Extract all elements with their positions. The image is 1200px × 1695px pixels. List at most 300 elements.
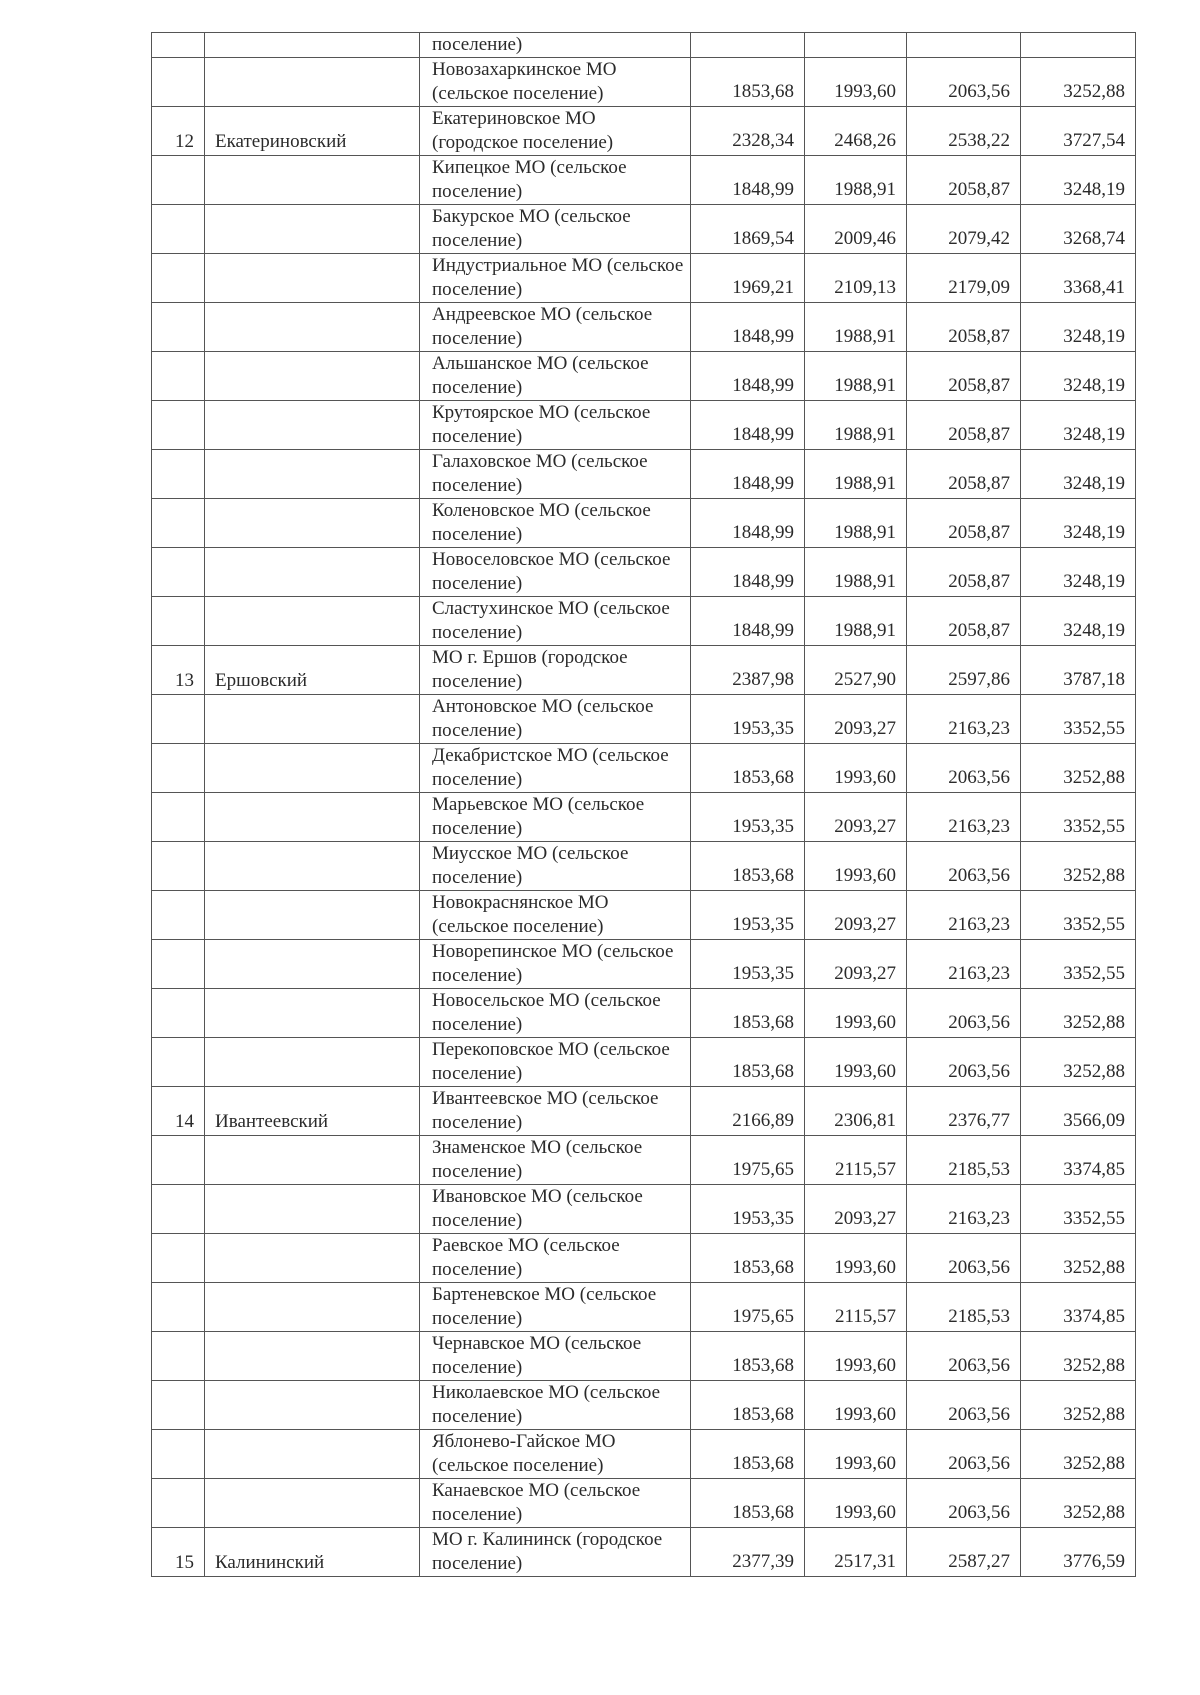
value-3-cell [907,1479,1021,1528]
municipality-text: Марьевское МО (сельское поселение) [432,794,645,839]
table-row [152,1430,1136,1479]
municipality-cell [420,597,691,646]
table-row [152,254,1136,303]
district-cell [205,499,420,548]
municipality-cell [420,303,691,352]
value-3-cell [907,254,1021,303]
value-3-text: 2063,56 [948,767,1010,788]
district-cell [205,1185,420,1234]
table-row [152,58,1136,107]
municipality-cell [420,989,691,1038]
value-4-text: 3248,19 [1063,620,1125,641]
table-row [152,548,1136,597]
value-3-cell [907,989,1021,1038]
value-1-text: 1853,68 [732,865,794,886]
row-number-text: 13 [175,670,194,691]
value-4-text: 3352,55 [1063,816,1125,837]
municipality-cell [420,1332,691,1381]
municipality-cell [420,352,691,401]
value-1-cell [691,597,805,646]
value-1-text: 1853,68 [732,1453,794,1474]
value-4-text: 3248,19 [1063,522,1125,543]
value-3-cell [907,58,1021,107]
value-4-text: 3248,19 [1063,179,1125,200]
municipality-cell [420,793,691,842]
value-1-text: 1975,65 [732,1159,794,1180]
municipality-cell [420,940,691,989]
municipality-text: Индустриальное МО (сельское поселение) [432,255,684,300]
table-row [152,205,1136,254]
municipality-text: Новорепинское МО (сельское поселение) [432,941,674,986]
table-row [152,1283,1136,1332]
value-4-text: 3368,41 [1063,277,1125,298]
table-row [152,1087,1136,1136]
value-1-cell [691,744,805,793]
value-4-cell [1021,1136,1136,1185]
value-2-cell [805,303,907,352]
value-1-cell [691,401,805,450]
value-1-text: 1853,68 [732,1404,794,1425]
municipality-cell [420,842,691,891]
value-4-cell [1021,1283,1136,1332]
value-3-cell [907,744,1021,793]
municipality-cell [420,156,691,205]
municipality-text: Чернавское МО (сельское поселение) [432,1333,642,1378]
value-1-cell [691,1381,805,1430]
district-cell [205,1087,420,1136]
municipality-cell [420,548,691,597]
row-number-cell [152,1234,205,1283]
value-3-text: 2063,56 [948,1453,1010,1474]
value-1-cell [691,793,805,842]
value-4-text: 3248,19 [1063,473,1125,494]
value-1-cell [691,156,805,205]
value-1-text: 1848,99 [732,179,794,200]
district-cell [205,695,420,744]
district-cell [205,205,420,254]
value-2-cell [805,597,907,646]
table-row [152,695,1136,744]
value-1-text: 1969,21 [732,277,794,298]
value-3-text: 2163,23 [948,963,1010,984]
district-cell [205,1283,420,1332]
value-2-cell [805,1430,907,1479]
value-3-text: 2063,56 [948,865,1010,886]
value-2-cell [805,1087,907,1136]
row-number-cell [152,156,205,205]
value-1-text: 2377,39 [732,1551,794,1572]
table-row [152,156,1136,205]
value-2-cell [805,1528,907,1577]
value-2-text: 2306,81 [834,1110,896,1131]
municipality-text: Бартеневское МО (сельское поселение) [432,1284,657,1329]
value-3-text: 2179,09 [948,277,1010,298]
value-3-cell [907,107,1021,156]
value-2-cell [805,1479,907,1528]
value-4-cell [1021,401,1136,450]
municipality-cell [420,1283,691,1332]
row-number-cell [152,793,205,842]
municipality-text: Николаевское МО (сельское поселение) [432,1382,661,1427]
municipality-cell [420,401,691,450]
municipality-text: поселение) [432,34,523,55]
value-4-cell [1021,695,1136,744]
value-3-cell [907,1381,1021,1430]
value-3-text: 2376,77 [948,1110,1010,1131]
value-1-cell [691,205,805,254]
value-4-cell [1021,646,1136,695]
value-3-text: 2058,87 [948,424,1010,445]
value-1-cell [691,1185,805,1234]
value-4-text: 3252,88 [1063,767,1125,788]
value-2-cell [805,254,907,303]
row-number-text: 14 [175,1111,194,1132]
value-4-text: 3252,88 [1063,1355,1125,1376]
row-number-cell [152,205,205,254]
value-1-cell [691,891,805,940]
value-3-cell [907,499,1021,548]
municipality-text: МО г. Ершов (городское поселение) [432,647,628,692]
value-2-cell [805,744,907,793]
row-number-cell [152,33,205,58]
row-number-cell [152,254,205,303]
district-cell [205,401,420,450]
value-1-cell [691,940,805,989]
value-2-cell [805,891,907,940]
row-number-cell [152,499,205,548]
value-4-text: 3252,88 [1063,1061,1125,1082]
municipality-text: Кипецкое МО (сельское поселение) [432,157,627,202]
municipality-text: Канаевское МО (сельское поселение) [432,1480,641,1525]
municipality-cell [420,1087,691,1136]
municipality-text: МО г. Калининск (городское поселение) [432,1529,663,1574]
row-number-cell [152,303,205,352]
table-row [152,842,1136,891]
municipality-text: Андреевское МО (сельское поселение) [432,304,653,349]
value-2-text: 1988,91 [834,326,896,347]
district-cell [205,1332,420,1381]
municipality-cell [420,891,691,940]
value-2-cell [805,1283,907,1332]
district-cell [205,58,420,107]
value-1-text: 1853,68 [732,1257,794,1278]
table-row [152,1479,1136,1528]
row-number-cell [152,1038,205,1087]
table-row [152,1381,1136,1430]
value-1-text: 1953,35 [732,1208,794,1229]
municipality-cell [420,695,691,744]
municipality-cell [420,107,691,156]
municipality-text: Бакурское МО (сельское поселение) [432,206,631,251]
value-1-cell [691,842,805,891]
district-cell [205,940,420,989]
value-4-text: 3252,88 [1063,1257,1125,1278]
value-2-cell [805,499,907,548]
municipality-text: Перекоповское МО (сельское поселение) [432,1039,670,1084]
value-2-text: 1993,60 [834,767,896,788]
municipality-cell [420,1038,691,1087]
value-2-cell [805,1038,907,1087]
value-3-text: 2538,22 [948,130,1010,151]
municipality-text: Новосельское МО (сельское поселение) [432,990,661,1035]
municipality-text: Сластухинское МО (сельское поселение) [432,598,670,643]
value-1-text: 1869,54 [732,228,794,249]
value-4-cell [1021,989,1136,1038]
row-number-cell [152,695,205,744]
row-number-cell [152,1528,205,1577]
value-4-cell [1021,450,1136,499]
district-cell [205,450,420,499]
value-3-text: 2058,87 [948,473,1010,494]
district-cell [205,1381,420,1430]
value-4-text: 3248,19 [1063,375,1125,396]
value-4-cell [1021,1185,1136,1234]
table-row [152,1528,1136,1577]
table-row [152,989,1136,1038]
value-1-text: 1853,68 [732,1355,794,1376]
district-text: Калининский [215,1552,325,1573]
value-4-cell [1021,1332,1136,1381]
value-4-cell [1021,548,1136,597]
district-cell [205,1136,420,1185]
value-3-text: 2163,23 [948,914,1010,935]
value-2-text: 1988,91 [834,179,896,200]
value-1-cell [691,1087,805,1136]
row-number-cell [152,548,205,597]
value-4-cell [1021,205,1136,254]
row-number-cell [152,1087,205,1136]
value-1-cell [691,33,805,58]
value-3-text: 2063,56 [948,1061,1010,1082]
table-row [152,450,1136,499]
district-text: Ершовский [215,670,308,691]
row-number-cell [152,352,205,401]
value-1-text: 1853,68 [732,1502,794,1523]
table-row [152,499,1136,548]
municipality-text: Новоселовское МО (сельское поселение) [432,549,671,594]
value-4-cell [1021,1528,1136,1577]
value-1-cell [691,352,805,401]
value-3-cell [907,156,1021,205]
row-number-cell [152,1479,205,1528]
municipality-text: Ивановское МО (сельское поселение) [432,1186,643,1231]
value-4-text: 3352,55 [1063,914,1125,935]
value-1-text: 1848,99 [732,326,794,347]
table-row [152,597,1136,646]
value-3-text: 2058,87 [948,375,1010,396]
value-2-text: 2093,27 [834,816,896,837]
value-3-text: 2063,56 [948,1012,1010,1033]
district-cell [205,352,420,401]
value-4-cell [1021,793,1136,842]
value-2-cell [805,1234,907,1283]
value-2-cell [805,352,907,401]
table-body [152,33,1136,1577]
value-2-text: 1993,60 [834,1502,896,1523]
value-1-text: 1853,68 [732,1061,794,1082]
value-4-cell [1021,940,1136,989]
municipality-text: Новозахаркинское МО (сельское поселение) [432,59,617,104]
value-4-cell [1021,1479,1136,1528]
value-3-cell [907,793,1021,842]
table-row [152,107,1136,156]
municipality-text: Коленовское МО (сельское поселение) [432,500,651,545]
value-2-cell [805,989,907,1038]
value-4-text: 3727,54 [1063,130,1125,151]
value-3-text: 2058,87 [948,571,1010,592]
municipality-text: Екатериновское МО (городское поселение) [432,108,614,153]
value-1-cell [691,646,805,695]
value-4-cell [1021,891,1136,940]
value-3-cell [907,352,1021,401]
value-3-text: 2058,87 [948,620,1010,641]
value-1-cell [691,695,805,744]
row-number-cell [152,842,205,891]
municipality-cell [420,744,691,793]
value-4-cell [1021,499,1136,548]
value-1-text: 1848,99 [732,571,794,592]
value-2-text: 1993,60 [834,865,896,886]
value-1-cell [691,1430,805,1479]
value-3-cell [907,1136,1021,1185]
value-3-cell [907,940,1021,989]
table-row [152,1185,1136,1234]
value-4-text: 3252,88 [1063,1404,1125,1425]
value-3-cell [907,891,1021,940]
value-2-text: 1988,91 [834,473,896,494]
row-number-cell [152,1430,205,1479]
value-2-cell [805,793,907,842]
value-3-cell [907,205,1021,254]
district-cell [205,1479,420,1528]
value-2-text: 1993,60 [834,1257,896,1278]
row-number-cell [152,597,205,646]
value-4-text: 3248,19 [1063,326,1125,347]
value-1-text: 2387,98 [732,669,794,690]
value-2-text: 2093,27 [834,1208,896,1229]
value-3-cell [907,1283,1021,1332]
row-number-cell [152,450,205,499]
value-2-cell [805,58,907,107]
value-1-cell [691,1283,805,1332]
value-2-text: 2468,26 [834,130,896,151]
municipality-cell [420,254,691,303]
municipality-cell [420,1528,691,1577]
value-1-cell [691,1528,805,1577]
value-2-text: 1988,91 [834,571,896,592]
value-3-text: 2058,87 [948,522,1010,543]
municipality-cell [420,1136,691,1185]
value-1-cell [691,58,805,107]
value-4-cell [1021,842,1136,891]
district-text: Екатериновский [215,131,347,152]
value-2-text: 2093,27 [834,963,896,984]
value-1-cell [691,499,805,548]
row-number-cell [152,401,205,450]
value-3-text: 2587,27 [948,1551,1010,1572]
row-number-cell [152,107,205,156]
value-1-text: 2166,89 [732,1110,794,1131]
value-4-text: 3374,85 [1063,1306,1125,1327]
table-row [152,1234,1136,1283]
table-row [152,1038,1136,1087]
value-3-cell [907,695,1021,744]
municipality-cell [420,205,691,254]
value-3-cell [907,1087,1021,1136]
municipality-cell [420,1479,691,1528]
district-cell [205,793,420,842]
value-1-cell [691,1479,805,1528]
row-number-cell [152,744,205,793]
district-cell [205,156,420,205]
municipality-text: Крутоярское МО (сельское поселение) [432,402,651,447]
value-4-cell [1021,254,1136,303]
value-2-cell [805,1136,907,1185]
municipality-text: Галаховское МО (сельское поселение) [432,451,648,496]
value-3-cell [907,1430,1021,1479]
value-3-cell [907,303,1021,352]
value-1-text: 1953,35 [732,914,794,935]
value-1-cell [691,1234,805,1283]
value-1-text: 1953,35 [732,816,794,837]
table-row [152,744,1136,793]
row-number-cell [152,58,205,107]
value-4-text: 3252,88 [1063,1453,1125,1474]
municipality-cell [420,1234,691,1283]
value-2-text: 2115,57 [834,1306,896,1327]
table-row [152,646,1136,695]
value-4-text: 3252,88 [1063,81,1125,102]
document-page [151,32,1135,1577]
value-2-text: 2093,27 [834,718,896,739]
value-3-text: 2058,87 [948,326,1010,347]
value-3-cell [907,1038,1021,1087]
value-2-cell [805,450,907,499]
value-3-text: 2063,56 [948,1257,1010,1278]
value-2-text: 1993,60 [834,1012,896,1033]
district-cell [205,33,420,58]
value-4-text: 3352,55 [1063,1208,1125,1229]
value-1-text: 1953,35 [732,718,794,739]
value-4-text: 3252,88 [1063,1502,1125,1523]
value-4-cell [1021,352,1136,401]
value-2-text: 1993,60 [834,1404,896,1425]
table-row [152,352,1136,401]
row-number-text: 15 [175,1552,194,1573]
value-2-text: 1988,91 [834,620,896,641]
value-3-text: 2163,23 [948,816,1010,837]
value-3-text: 2063,56 [948,1355,1010,1376]
municipality-cell [420,1381,691,1430]
value-3-text: 2063,56 [948,81,1010,102]
value-2-text: 2009,46 [834,228,896,249]
value-4-text: 3352,55 [1063,963,1125,984]
value-1-text: 1848,99 [732,424,794,445]
table-row [152,1332,1136,1381]
value-2-text: 1993,60 [834,1453,896,1474]
value-2-cell [805,156,907,205]
value-4-cell [1021,156,1136,205]
row-number-cell [152,1283,205,1332]
municipality-text: Новокраснянское МО (сельское поселение) [432,892,609,937]
municipality-cell [420,33,691,58]
value-4-cell [1021,744,1136,793]
value-3-text: 2163,23 [948,1208,1010,1229]
value-3-text: 2058,87 [948,179,1010,200]
value-2-text: 1993,60 [834,81,896,102]
value-2-cell [805,1185,907,1234]
table-row [152,891,1136,940]
